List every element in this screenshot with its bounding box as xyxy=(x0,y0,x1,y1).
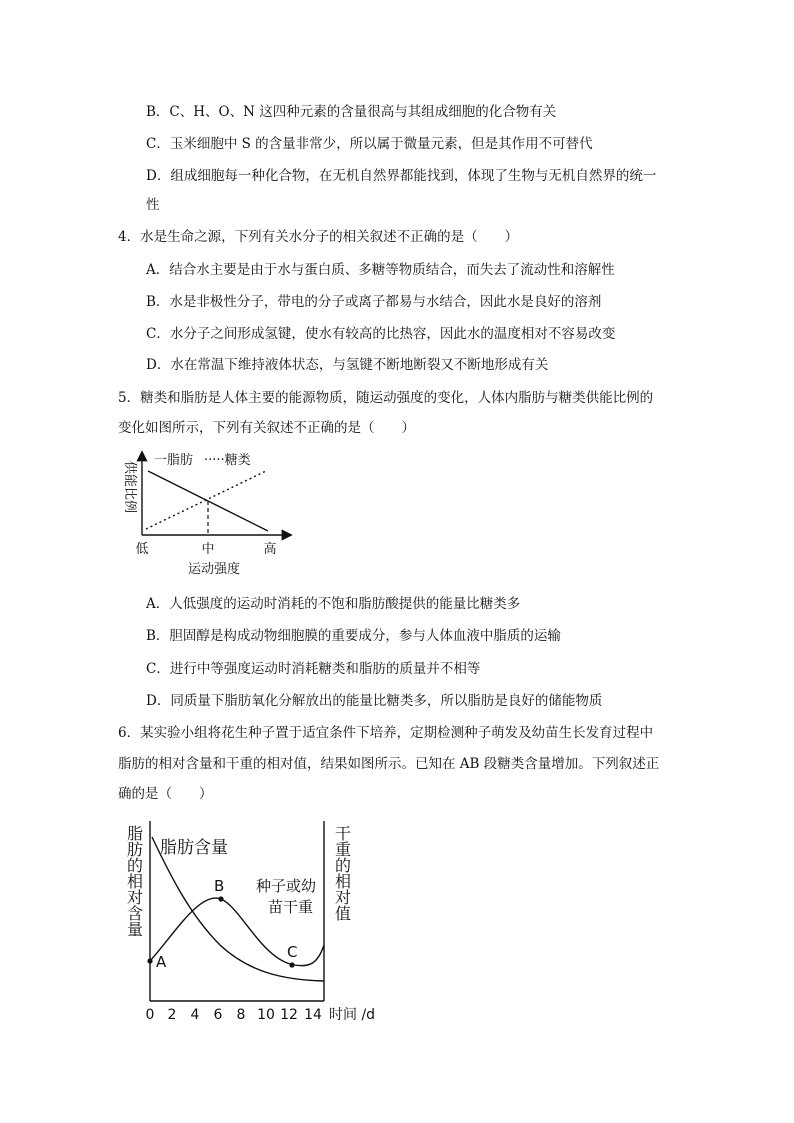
q5-option-a: A．人低强度的运动时消耗的不饱和脂肪酸提供的能量比糖类多 xyxy=(146,596,521,612)
q6-tick-12: 12 xyxy=(280,1007,298,1023)
q5-option-b: B．胆固醇是构成动物细胞膜的重要成分，参与人体血液中脂质的运输 xyxy=(146,628,561,644)
q6-dry-label-2: 苗干重 xyxy=(268,898,314,916)
q4-option-b: B．水是非极性分子，带电的分子或离子都易与水结合，因此水是良好的溶剂 xyxy=(146,294,602,310)
q5-stem-line-1: 5．糖类和脂肪是人体主要的能源物质，随运动强度的变化，人体内脂肪与糖类供能比例的 xyxy=(118,390,654,406)
q4-stem: 4．水是生命之源，下列有关水分子的相关叙述不正确的是（ ） xyxy=(118,229,519,245)
q3-option-d-cont: 性 xyxy=(146,197,160,213)
q6-label-c: C xyxy=(287,943,298,961)
q6-tick-8: 8 xyxy=(236,1007,246,1023)
q6-tick-10: 10 xyxy=(257,1007,275,1023)
q6-figure xyxy=(120,815,390,1030)
q5-option-c: C．进行中等强度运动时消耗糖类和脂肪的质量并不相等 xyxy=(146,661,481,677)
q3-option-b: B．C、H、O、N 这四种元素的含量很高与其组成细胞的化合物有关 xyxy=(146,104,557,120)
q6-tick-0: 0 xyxy=(145,1007,155,1023)
q6-ylabel-right: 干重的相对值 xyxy=(332,825,352,921)
q6-label-a: A xyxy=(156,953,167,971)
q4-option-c: C．水分子之间形成氢键，使水有较高的比热容，因此水的温度相对不容易改变 xyxy=(146,326,616,342)
q5-ylabel: 供能比例 xyxy=(122,461,137,514)
q6-label-b: B xyxy=(214,877,225,895)
q6-dry-label-1: 种子或幼 xyxy=(256,877,317,895)
q5-tick-mid: 中 xyxy=(201,542,215,557)
q6-stem-line-1: 6．某实验小组将花生种子置于适宜条件下培养，定期检测种子萌发及幼苗生长发育过程中 xyxy=(118,725,654,741)
q6-ylabel-left: 脂肪的相对含量 xyxy=(124,825,144,937)
q6-tick-14: 14 xyxy=(304,1007,322,1023)
q5-tick-high: 高 xyxy=(263,542,277,557)
q6-point-a xyxy=(147,958,152,963)
q5-tick-low: 低 xyxy=(135,542,149,557)
q5-figure xyxy=(118,447,298,582)
q5-xlabel: 运动强度 xyxy=(187,562,241,577)
q6-fat-label: 脂肪含量 xyxy=(160,838,228,858)
q6-stem-line-2: 脂肪的相对含量和干重的相对值，结果如图所示。已知在 AB 段糖类含量增加。下列叙述正 xyxy=(118,756,660,772)
q6-tick-2: 2 xyxy=(167,1007,177,1023)
q6-xlabel: 时间 /d xyxy=(329,1007,376,1023)
q6-point-b xyxy=(218,896,223,901)
q5-stem-line-2: 变化如图所示，下列有关叙述不正确的是（ ） xyxy=(118,420,415,436)
q6-tick-6: 6 xyxy=(213,1007,223,1023)
q6-point-c xyxy=(289,962,294,967)
q3-option-c: C．玉米细胞中 S 的含量非常少，所以属于微量元素，但是其作用不可替代 xyxy=(146,136,593,152)
q3-option-d: D．组成细胞每一种化合物，在无机自然界都能找到，体现了生物与无机自然界的统一 xyxy=(146,168,657,184)
q5-legend-sugar: ·····糖类 xyxy=(204,453,251,468)
q5-option-d: D．同质量下脂肪氧化分解放出的能量比糖类多，所以脂肪是良好的储能物质 xyxy=(146,693,603,709)
q5-legend-fat: 一脂肪 xyxy=(154,453,194,468)
q4-option-d: D．水在常温下维持液体状态，与氢键不断地断裂又不断地形成有关 xyxy=(146,357,549,373)
q6-tick-4: 4 xyxy=(190,1007,200,1023)
q4-option-a: A．结合水主要是由于水与蛋白质、多糖等物质结合，而失去了流动性和溶解性 xyxy=(146,262,615,278)
q6-stem-line-3: 确的是（ ） xyxy=(118,786,213,802)
